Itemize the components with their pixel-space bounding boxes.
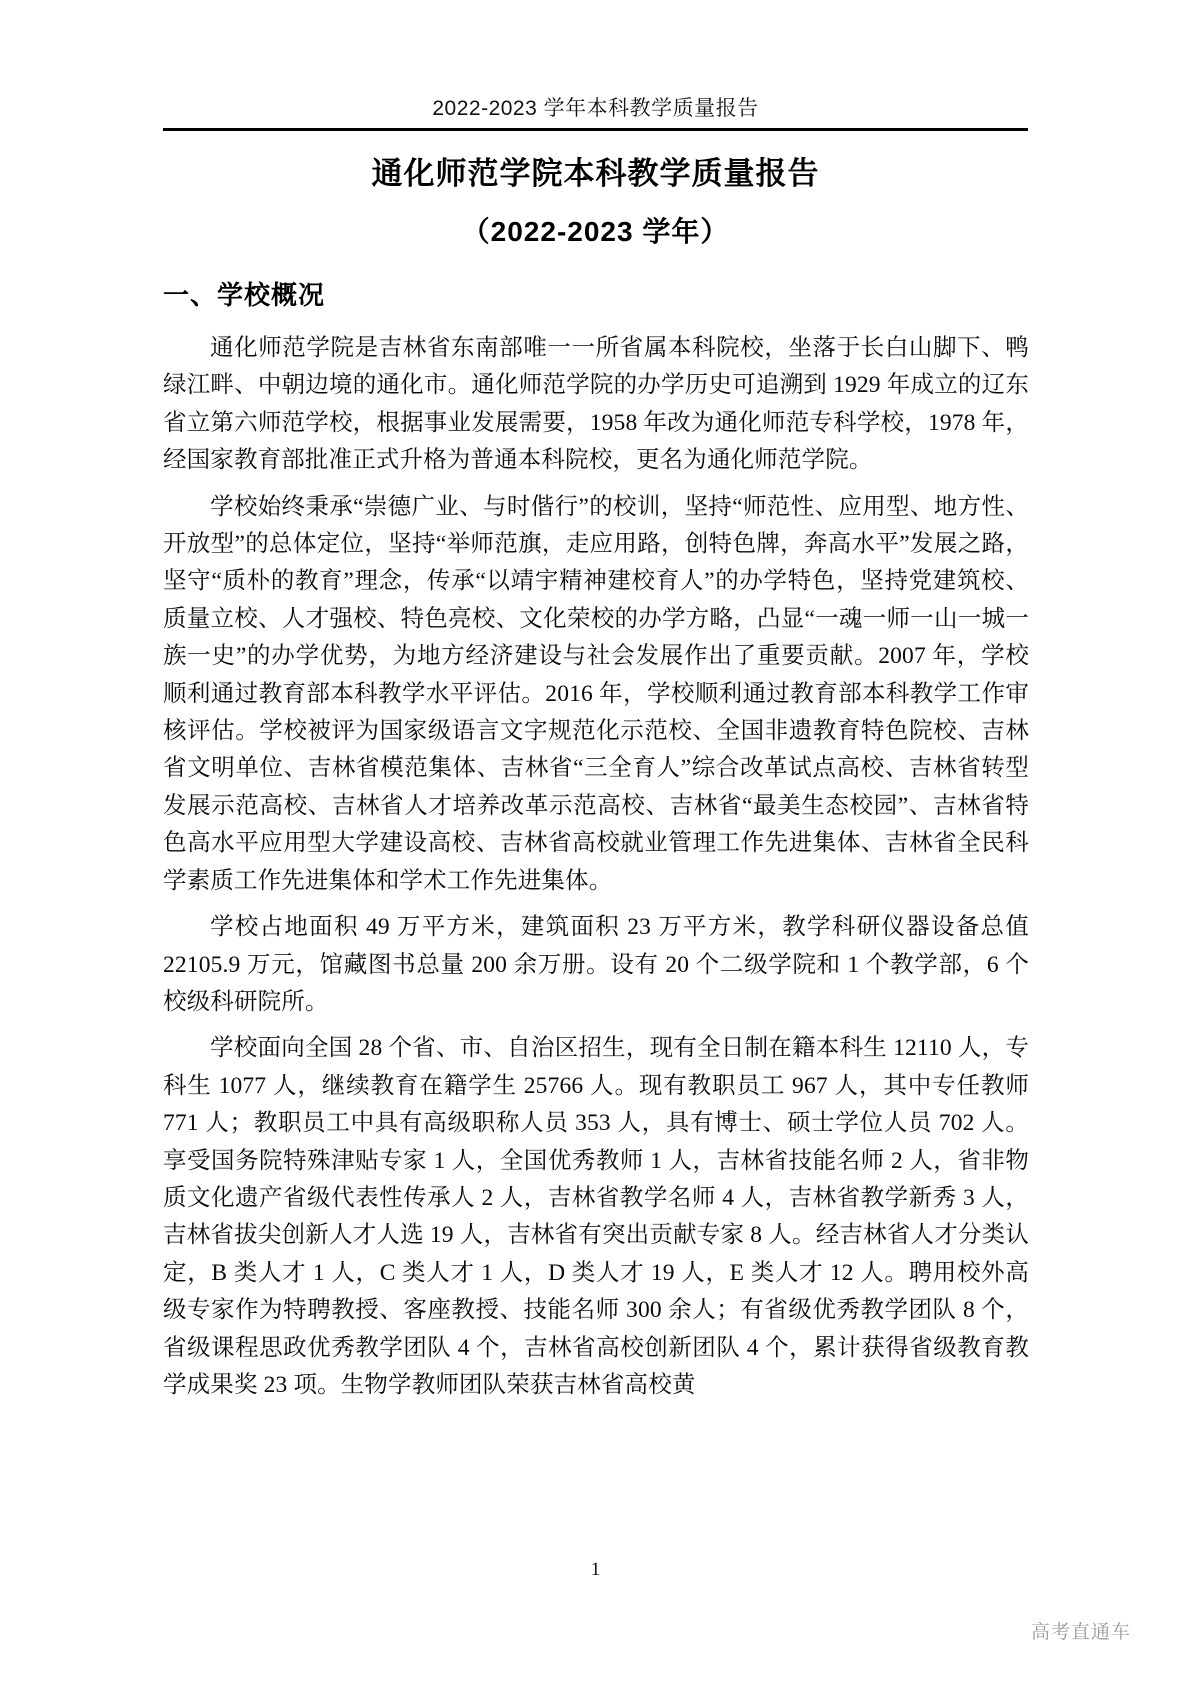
body-paragraph: 通化师范学院是吉林省东南部唯一一所省属本科院校，坐落于长白山脚下、鸭绿江畔、中朝边境的通化市。通化师范学院的办学历史可追溯到 1929 年成立的辽东省立第六师范学校，根据事业发展需要，1958 年改为通化师范专科学校，1978 年，经国家教育部批准正式升格为普通本科院校，更名为通化师范学院。 <box>163 335 1029 474</box>
body-paragraph: 学校面向全国 28 个省、市、自治区招生，现有全日制在籍本科生 12110 人，专科生 1077 人，继续教育在籍学生 25766 人。现有教职员工 967 人，其中专任教师 771 人；教职员工中具有高级职称人员 353 人，具有博士、硕士学位人员 702 人。享受国务院特殊津贴专家 1 人，全国优秀教师 1 人，吉林省技能名师 2 人，省非物质文化遗产省级代表性传承人 2 人，吉林省教学名师 4 人，吉林省教学新秀 3 人，吉林省拔尖创新人才人选 19 人，吉林省有突出贡献专家 8 人。经吉林省人才分类认定，B 类人才 1 人，C 类人才 1 人，D 类人才 19 人，E 类人才 12 人。聘用校外高级专家作为特聘教授、客座教授、技能名师 300 余人；有省级优秀教学团队 8 个，省级课程思政优秀教学团队 4 个，吉林省高校创新团队 4 个，累计获得省级教育教学成果奖 23 项。生物学教师团队荣获吉林省高校黄 <box>163 1035 1029 1398</box>
body-paragraph: 学校始终秉承“崇德广业、与时偕行”的校训，坚持“师范性、应用型、地方性、开放型”的总体定位，坚持“举师范旗，走应用路，创特色牌，奔高水平”发展之路，坚守“质朴的教育”理念，传承“以靖宇精神建校育人”的办学特色，坚持党建筑校、质量立校、人才强校、特色亮校、文化荣校的办学方略，凸显“一魂一师一山一城一族一史”的办学优势，为地方经济建设与社会发展作出了重要贡献。2007 年，学校顺利通过教育部本科教学水平评估。2016 年，学校顺利通过教育部本科教学工作审核评估。学校被评为国家级语言文字规范化示范校、全国非遗教育特色院校、吉林省文明单位、吉林省模范集体、吉林省“三全育人”综合改革试点高校、吉林省转型发展示范高校、吉林省人才培养改革示范高校、吉林省“最美生态校园”、吉林省特色高水平应用型大学建设高校、吉林省高校就业管理工作先进集体、吉林省全民科学素质工作先进集体和学术工作先进集体。 <box>163 493 1029 894</box>
document-title: 通化师范学院本科教学质量报告 <box>371 156 820 191</box>
document-body <box>163 330 1029 1413</box>
section-heading-school-overview: 一、学校概况 <box>163 280 326 310</box>
document-subtitle: （2022-2023 学年） <box>461 216 730 247</box>
body-paragraph: 学校占地面积 49 万平方米，建筑面积 23 万平方米，教学科研仪器设备总值 22105.9 万元，馆藏图书总量 200 余万册。设有 20 个二级学院和 1 个教学部，6 个校级科研院所。 <box>163 914 1029 1015</box>
running-header: 2022-2023 学年本科教学质量报告 <box>432 97 759 120</box>
header-rule <box>163 128 1028 131</box>
page-number: 1 <box>590 1559 601 1580</box>
watermark: 高考直通车 <box>1030 1622 1131 1643</box>
